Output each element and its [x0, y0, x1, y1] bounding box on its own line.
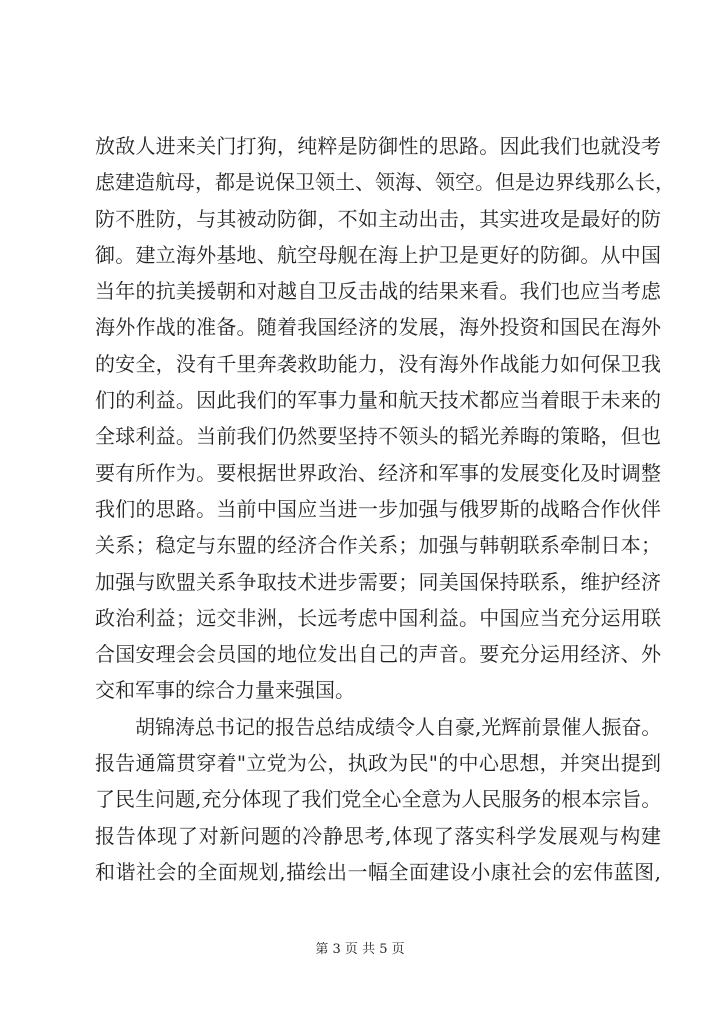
- text-line: 的安全，没有千里奔袭救助能力，没有海外作战能力如何保卫我: [95, 351, 661, 376]
- text-line: 防不胜防，与其被动防御，不如主动出击，其实进攻是最好的防: [95, 206, 661, 231]
- text-line: 全球利益。当前我们仍然要坚持不领头的韬光养晦的策略，但也: [95, 424, 661, 449]
- text-line: 报告体现了对新问题的冷静思考,体现了落实科学发展观与构建: [95, 823, 661, 848]
- text-line: 报告通篇贯穿着"立党为公，执政为民"的中心思想，并突出提到: [95, 751, 661, 776]
- text-line: 合国安理会会员国的地位发出自己的声音。要充分运用经济、外: [95, 642, 661, 667]
- text-line: 交和军事的综合力量来强国。: [95, 678, 355, 703]
- text-line: 虑建造航母，都是说保卫领土、领海、领空。但是边界线那么长，: [95, 170, 675, 195]
- text-line: 们的利益。因此我们的军事力量和航天技术都应当着眼于未来的: [95, 388, 661, 413]
- paragraph-1: [95, 128, 675, 709]
- text-line: 海外作战的准备。随着我国经济的发展，海外投资和国民在海外: [95, 315, 661, 340]
- text-line: 我们的思路。当前中国应当进一步加强与俄罗斯的战略合作伙伴: [95, 496, 661, 521]
- text-line: 当年的抗美援朝和对越自卫反击战的结果来看。我们也应当考虑: [95, 279, 661, 304]
- text-line: 要有所作为。要根据世界政治、经济和军事的发展变化及时调整: [95, 460, 661, 485]
- text-line: 御。建立海外基地、航空母舰在海上护卫是更好的防御。从中国: [95, 242, 661, 267]
- body-text: [95, 128, 675, 890]
- text-line: 胡锦涛总书记的报告总结成绩令人自豪,光辉前景催人振奋。: [135, 714, 662, 739]
- text-line: 政治利益；远交非洲，长远考虑中国利益。中国应当充分运用联: [95, 605, 661, 630]
- paragraph-2: [95, 709, 661, 890]
- text-line: 了民生问题,充分体现了我们党全心全意为人民服务的根本宗旨。: [95, 787, 662, 812]
- text-line: 放敌人进来关门打狗，纯粹是防御性的思路。因此我们也就没考: [95, 134, 661, 158]
- page-number-footer: 第 3 页 共 5 页: [315, 942, 405, 957]
- text-line: 加强与欧盟关系争取技术进步需要；同美国保持联系，维护经济: [95, 569, 661, 594]
- text-line: 关系；稳定与东盟的经济合作关系；加强与韩朝联系牵制日本；: [95, 533, 661, 558]
- text-line: 和谐社会的全面规划,描绘出一幅全面建设小康社会的宏伟蓝图,: [95, 859, 661, 884]
